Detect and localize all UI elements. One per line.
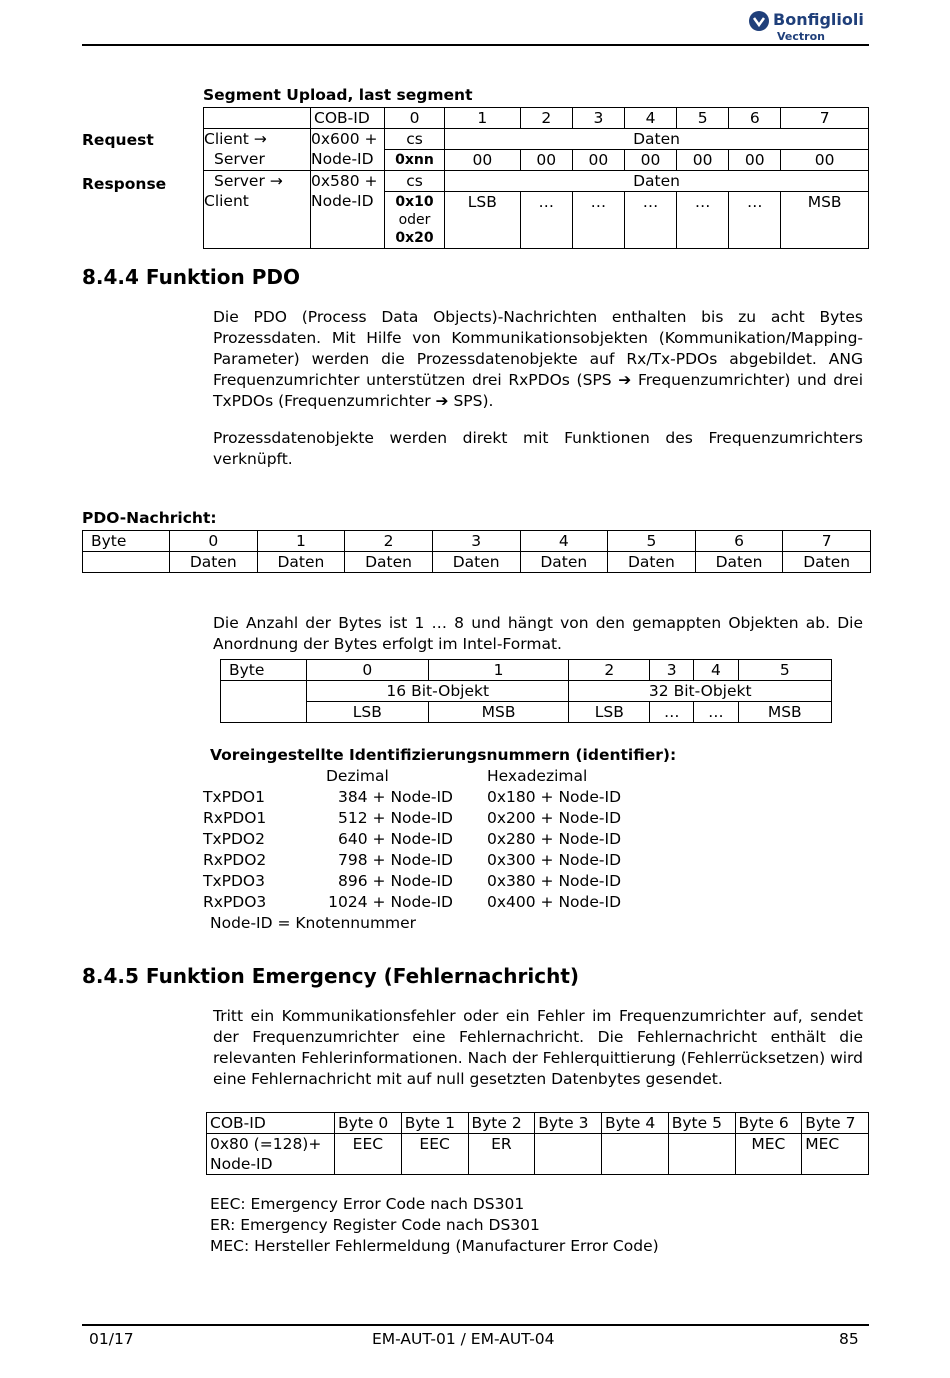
pdo-heading: 8.4.4 Funktion PDO [82, 265, 300, 289]
order-cell: … [650, 702, 694, 723]
daten-cell: Daten [257, 552, 345, 573]
daten-cell: Daten [445, 129, 869, 150]
byte-header: 0 [307, 660, 429, 681]
byte-label: Byte [83, 531, 170, 552]
legend-mec: MEC: Hersteller Fehlermeldung (Manufacturer Error Code) [210, 1237, 659, 1255]
response-direction: Server → Client [204, 171, 311, 249]
value-cell [602, 1134, 669, 1175]
byte-header: Byte 5 [668, 1113, 735, 1134]
segment-table [203, 107, 869, 249]
cob-id-header: COB-ID [311, 108, 385, 129]
zero-cell: 00 [624, 150, 676, 171]
value-cell [535, 1134, 602, 1175]
pdo-message-label: PDO-Nachricht: [82, 509, 217, 527]
identifier-list [203, 787, 663, 913]
order-cell: … [694, 702, 738, 723]
value-cell [668, 1134, 735, 1175]
segment-title: Segment Upload, last segment [203, 86, 473, 104]
dots-cell: … [520, 192, 572, 249]
daten-cell: Daten [170, 552, 258, 573]
cs-cell: cs [385, 171, 445, 192]
emergency-paragraph: Tritt ein Kommunikationsfehler oder ein Fehler im Frequenzumrichter auf, sendet der Frequenzumrichter eine Fehlernachricht. Die Fehlernachricht enthält die relevanten Fehlerinformationen. Nach der Fehlerquittierung (Fehlerrücksetzen) wird eine Fehlernachricht mit auf null gesetzten Datenbytes gesendet. [213, 1007, 863, 1088]
request-cob-id: 0x600 + Node-ID [311, 129, 385, 171]
byte-header: 4 [694, 660, 738, 681]
byte-order-table [220, 659, 832, 723]
brand-name: Bonfiglioli [773, 10, 864, 29]
order-cell: MSB [428, 702, 569, 723]
byte-header: 0 [170, 531, 258, 552]
byte-header: Byte 1 [401, 1113, 468, 1134]
emergency-table [206, 1112, 869, 1175]
cs-cell: cs [385, 129, 445, 150]
xnn-cell: 0xnn [385, 150, 445, 171]
response-cs-values: 0x10 oder 0x20 [385, 192, 445, 249]
value-cell: MEC [802, 1134, 869, 1175]
byte-header: Byte 2 [468, 1113, 535, 1134]
byte-header: 3 [432, 531, 520, 552]
byte-header: Byte 6 [735, 1113, 802, 1134]
identifier-row: RxPDO3 1024 + Node-ID 0x400 + Node-ID [203, 893, 622, 911]
zero-cell: 00 [677, 150, 729, 171]
byte-header: 3 [650, 660, 694, 681]
byte-header: 6 [695, 531, 783, 552]
daten-cell: Daten [520, 552, 608, 573]
footer-page-number: 85 [839, 1330, 859, 1348]
zero-cell: 00 [445, 150, 521, 171]
byte-header: 1 [428, 660, 569, 681]
emergency-heading: 8.4.5 Funktion Emergency (Fehlernachricht) [82, 964, 580, 988]
daten-cell: Daten [345, 552, 433, 573]
daten-cell: Daten [445, 171, 869, 192]
byte-header: 3 [572, 108, 624, 129]
daten-cell: Daten [783, 552, 871, 573]
daten-cell: Daten [695, 552, 783, 573]
byte-header: 5 [608, 531, 696, 552]
byte-header: 4 [624, 108, 676, 129]
request-label: Request [82, 131, 154, 149]
footer-rule [82, 1324, 869, 1326]
byte-header: Byte 0 [335, 1113, 402, 1134]
empty-cell [83, 552, 170, 573]
byte-header: 5 [677, 108, 729, 129]
identifier-title: Voreingestellte Identifizierungsnummern (identifier): [210, 746, 677, 764]
value-cell: EEC [401, 1134, 468, 1175]
legend-er: ER: Emergency Register Code nach DS301 [210, 1216, 540, 1234]
response-label: Response [82, 175, 167, 193]
hex-header: Hexadezimal [487, 767, 588, 785]
decimal-header: Dezimal [326, 767, 389, 785]
daten-cell: Daten [432, 552, 520, 573]
identifier-row: RxPDO2 798 + Node-ID 0x300 + Node-ID [203, 851, 622, 869]
value-cell: ER [468, 1134, 535, 1175]
identifier-row: TxPDO3 896 + Node-ID 0x380 + Node-ID [203, 872, 622, 890]
order-cell: MSB [738, 702, 831, 723]
cob-id-header: COB-ID [207, 1113, 335, 1134]
footer-doc-id: EM-AUT-01 / EM-AUT-04 [372, 1330, 555, 1348]
dots-cell: … [677, 192, 729, 249]
emergency-cob-id: 0x80 (=128)+ Node-ID [207, 1134, 335, 1175]
byte-header: Byte 4 [602, 1113, 669, 1134]
byte-header: 1 [257, 531, 345, 552]
pdo-paragraph-3: Die Anzahl der Bytes ist 1 … 8 und hängt von den gemappten Objekten ab. Die Anordnung der Bytes erfolgt im Intel-Format. [213, 614, 863, 653]
byte-header: 6 [729, 108, 781, 129]
byte-header: Byte 3 [535, 1113, 602, 1134]
response-cob-id: 0x580 + Node-ID [311, 171, 385, 249]
bonfiglioli-logo-icon [748, 10, 770, 32]
byte-header: 7 [781, 108, 869, 129]
byte-label: Byte [221, 660, 307, 681]
zero-cell: 00 [520, 150, 572, 171]
dots-cell: … [729, 192, 781, 249]
pdo-paragraph-1: Die PDO (Process Data Objects)-Nachrichten enthalten bis zu acht Bytes Prozessdaten. Mit Hilfe von Kommunikationsobjekten (Kommunikation/Mapping-Parameter) werden die Prozessdatenobjekte auf Rx/Tx-PDOs abgebildet. ANG Frequenzumrichter unterstützen drei RxPDOs (SPS ➔ Frequenzumrichter) und drei TxPDOs (Frequenzumrichter ➔ SPS). [213, 308, 863, 410]
msb-cell: MSB [781, 192, 869, 249]
object-16bit: 16 Bit-Objekt [307, 681, 569, 702]
byte-header: 5 [738, 660, 831, 681]
object-32bit: 32 Bit-Objekt [569, 681, 832, 702]
byte-header: 0 [385, 108, 445, 129]
byte-header: 2 [569, 660, 650, 681]
identifier-row: TxPDO2 640 + Node-ID 0x280 + Node-ID [203, 830, 622, 848]
zero-cell: 00 [729, 150, 781, 171]
brand-sub: Vectron [777, 30, 825, 43]
value-cell: EEC [335, 1134, 402, 1175]
byte-header: 4 [520, 531, 608, 552]
dots-cell: … [572, 192, 624, 249]
identifier-row: TxPDO1 384 + Node-ID 0x180 + Node-ID [203, 788, 622, 806]
daten-cell: Daten [608, 552, 696, 573]
lsb-cell: LSB [445, 192, 521, 249]
request-direction: Client → Server [204, 129, 311, 171]
brand-logo [748, 8, 868, 46]
pdo-message-table [82, 530, 871, 573]
byte-header: 2 [345, 531, 433, 552]
byte-header: 1 [445, 108, 521, 129]
byte-header: 2 [520, 108, 572, 129]
value-cell: MEC [735, 1134, 802, 1175]
zero-cell: 00 [781, 150, 869, 171]
empty-cell [221, 681, 307, 723]
footer-date: 01/17 [89, 1330, 134, 1348]
pdo-paragraph-2: Prozessdatenobjekte werden direkt mit Funktionen des Frequenzumrichters verknüpft. [213, 429, 863, 468]
byte-header: Byte 7 [802, 1113, 869, 1134]
dots-cell: … [624, 192, 676, 249]
order-cell: LSB [569, 702, 650, 723]
header-rule [82, 44, 869, 46]
node-id-note: Node-ID = Knotennummer [210, 914, 417, 932]
legend-eec: EEC: Emergency Error Code nach DS301 [210, 1195, 525, 1213]
identifier-row: RxPDO1 512 + Node-ID 0x200 + Node-ID [203, 809, 622, 827]
order-cell: LSB [307, 702, 429, 723]
byte-header: 7 [783, 531, 871, 552]
zero-cell: 00 [572, 150, 624, 171]
